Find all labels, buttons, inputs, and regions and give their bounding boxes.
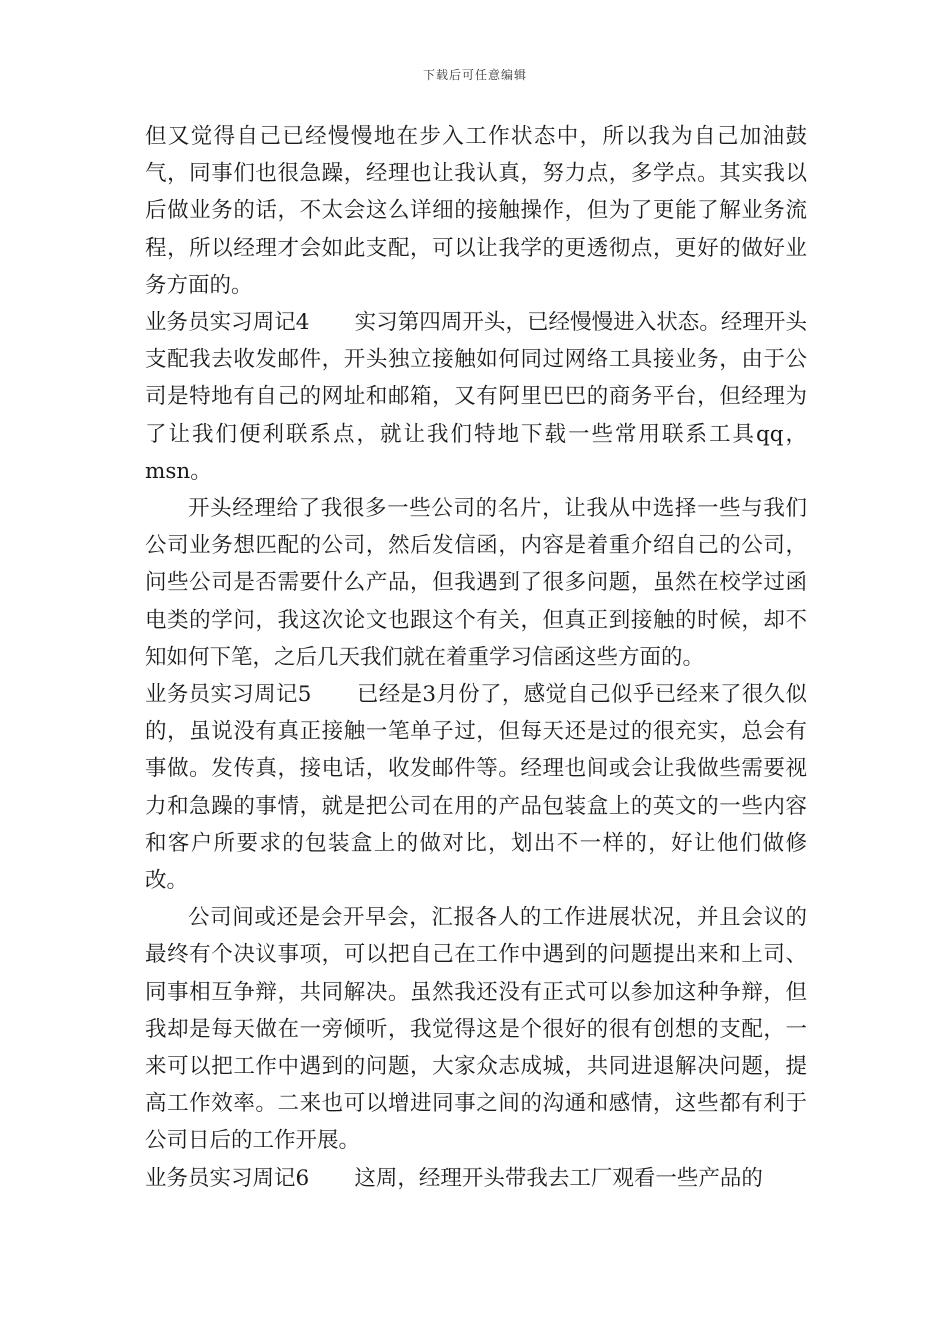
week5-text: 已经是3月份了，感觉自己似乎已经来了很久似的，虽说没有真正接触一笔单子过，但每天还是过的很充实，总会有事做。发传真，接电话，收发邮件等。经理也间或会让我做些需要视力和急躁的事情，就是把公司在用的产品包装盒上的英文的一些内容和客户所要求的包装盒上的做对比，划出不一样的，好让他们做修改。 xyxy=(145,682,807,894)
page-header-note: 下载后可任意编辑 xyxy=(422,68,527,82)
paragraph-week6 xyxy=(145,1160,807,1197)
paragraph-continuation: 但又觉得自己已经慢慢地在步入工作状态中，所以我为自己加油鼓气，同事们也很急躁，经理也让我认真，努力点，多学点。其实我以后做业务的话，不太会这么详细的接触操作，但为了更能了解业务流程，所以经理才会如此支配，可以让我学的更透彻点，更好的做好业务方面的。 xyxy=(145,124,807,298)
week4-text: 实习第四周开头，已经慢慢进入状态。经理开头支配我去收发邮件，开头独立接触如何同过网络工具接业务，由于公司是特地有自己的网址和邮箱，又有阿里巴巴的商务平台，但经理为了让我们便利联系点，就让我们特地下载一些常用联系工具qq，msn。 xyxy=(145,310,807,484)
paragraph-week5 xyxy=(145,676,807,899)
week4-heading: 业务员实习周记4 xyxy=(145,310,310,336)
week6-heading: 业务员实习周记6 xyxy=(145,1165,310,1191)
paragraph-week4 xyxy=(145,304,807,490)
week6-text: 这周，经理开头带我去工厂观看一些产品的 xyxy=(354,1165,763,1191)
document-body xyxy=(145,118,807,1197)
week5-heading: 业务员实习周记5 xyxy=(145,682,312,708)
paragraph-morning-meeting: 公司间或还是会开早会，汇报各人的工作进展状况，并且会议的最终有个决议事项，可以把自己在工作中遇到的问题提出来和上司、同事相互争辩，共同解决。虽然我还没有正式可以参加这种争辩，但我却是每天做在一旁倾听，我觉得这是个很好的很有创想的支配，一来可以把工作中遇到的问题，大家众志成城，共同进退解决问题，提高工作效率。二来也可以增进同事之间的沟通和感情，这些都有利于公司日后的工作开展。 xyxy=(145,905,807,1154)
paragraph-business-letters: 开头经理给了我很多一些公司的名片，让我从中选择一些与我们公司业务想匹配的公司，然后发信函，内容是着重介绍自己的公司，问些公司是否需要什么产品，但我遇到了很多问题，虽然在校学过函电类的学问，我这次论文也跟这个有关，但真正到接触的时候，却不知如何下笔，之后几天我们就在着重学习信函这些方面的。 xyxy=(145,496,807,670)
